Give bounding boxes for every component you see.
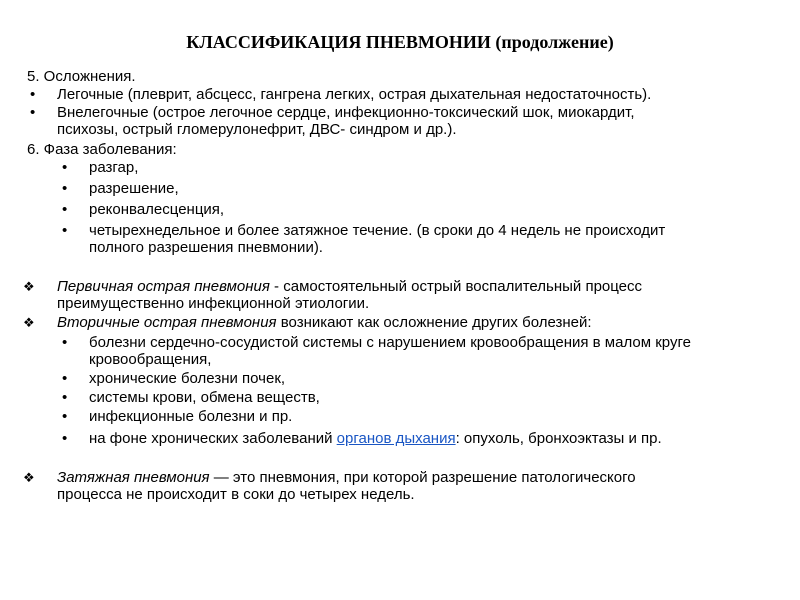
list-item: психозы, острый гломерулонефрит, ДВС- синдром и др.).	[57, 121, 457, 138]
bullet-icon: •	[62, 222, 68, 239]
list-item	[89, 430, 662, 447]
bullet-icon: •	[62, 334, 68, 351]
primary-definition-line2: преимущественно инфекционной этиологии.	[57, 295, 370, 312]
bullet-icon: •	[62, 201, 68, 218]
primary-definition	[57, 278, 642, 295]
list-item: инфекционные болезни и пр.	[89, 408, 293, 425]
bullet-icon: •	[30, 104, 36, 121]
list-item: разгар,	[89, 159, 139, 176]
diamond-bullet-icon: ❖	[23, 470, 35, 485]
bullet-icon: •	[30, 86, 36, 103]
bullet-icon: •	[62, 408, 68, 425]
complications-heading: 5. Осложнения.	[27, 68, 136, 85]
list-item: полного разрешения пневмонии).	[89, 239, 323, 256]
slide-title: КЛАССИФИКАЦИЯ ПНЕВМОНИИ (продолжение)	[186, 32, 614, 52]
prolonged-term: Затяжная пневмония	[57, 469, 210, 486]
respiratory-organs-link[interactable]: органов дыхания	[336, 430, 456, 447]
list-item: кровообращения,	[89, 351, 212, 368]
bullet-icon: •	[62, 180, 68, 197]
secondary-term: Вторичные острая пневмония	[57, 314, 277, 331]
prolonged-definition-line2: процесса не происходит в соки до четырех недель.	[57, 486, 415, 503]
bullet-icon: •	[62, 159, 68, 176]
list-item: четырехнедельное и более затяжное течение. (в сроки до 4 недель не происходит	[89, 222, 666, 239]
diamond-bullet-icon: ❖	[23, 279, 35, 294]
list-item: системы крови, обмена веществ,	[89, 389, 320, 406]
bullet-icon: •	[62, 370, 68, 387]
list-item-prefix: на фоне хронических заболеваний	[89, 430, 337, 447]
list-item: Легочные (плеврит, абсцесс, гангрена легких, острая дыхательная недостаточность).	[57, 86, 652, 103]
phase-heading: 6. Фаза заболевания:	[27, 141, 177, 158]
primary-term: Первичная острая пневмония	[57, 278, 270, 295]
list-item: болезни сердечно-сосудистой системы с нарушением кровообращения в малом круге	[89, 334, 691, 351]
list-item: реконвалесценция,	[89, 201, 225, 218]
bullet-icon: •	[62, 389, 68, 406]
secondary-text: возникают как осложнение других болезней:	[276, 314, 592, 331]
secondary-definition	[57, 314, 592, 331]
prolonged-text: — это пневмония, при которой разрешение патологического	[209, 469, 636, 486]
bullet-icon: •	[62, 430, 68, 447]
prolonged-definition	[57, 469, 636, 486]
primary-text: - самостоятельный острый воспалительный процесс	[269, 278, 643, 295]
list-item: разрешение,	[89, 180, 179, 197]
list-item: Внелегочные (острое легочное сердце, инфекционно-токсический шок, миокардит,	[57, 104, 635, 121]
list-item: хронические болезни почек,	[89, 370, 286, 387]
diamond-bullet-icon: ❖	[23, 315, 35, 330]
list-item-suffix: : опухоль, бронхоэктазы и пр.	[455, 430, 662, 447]
